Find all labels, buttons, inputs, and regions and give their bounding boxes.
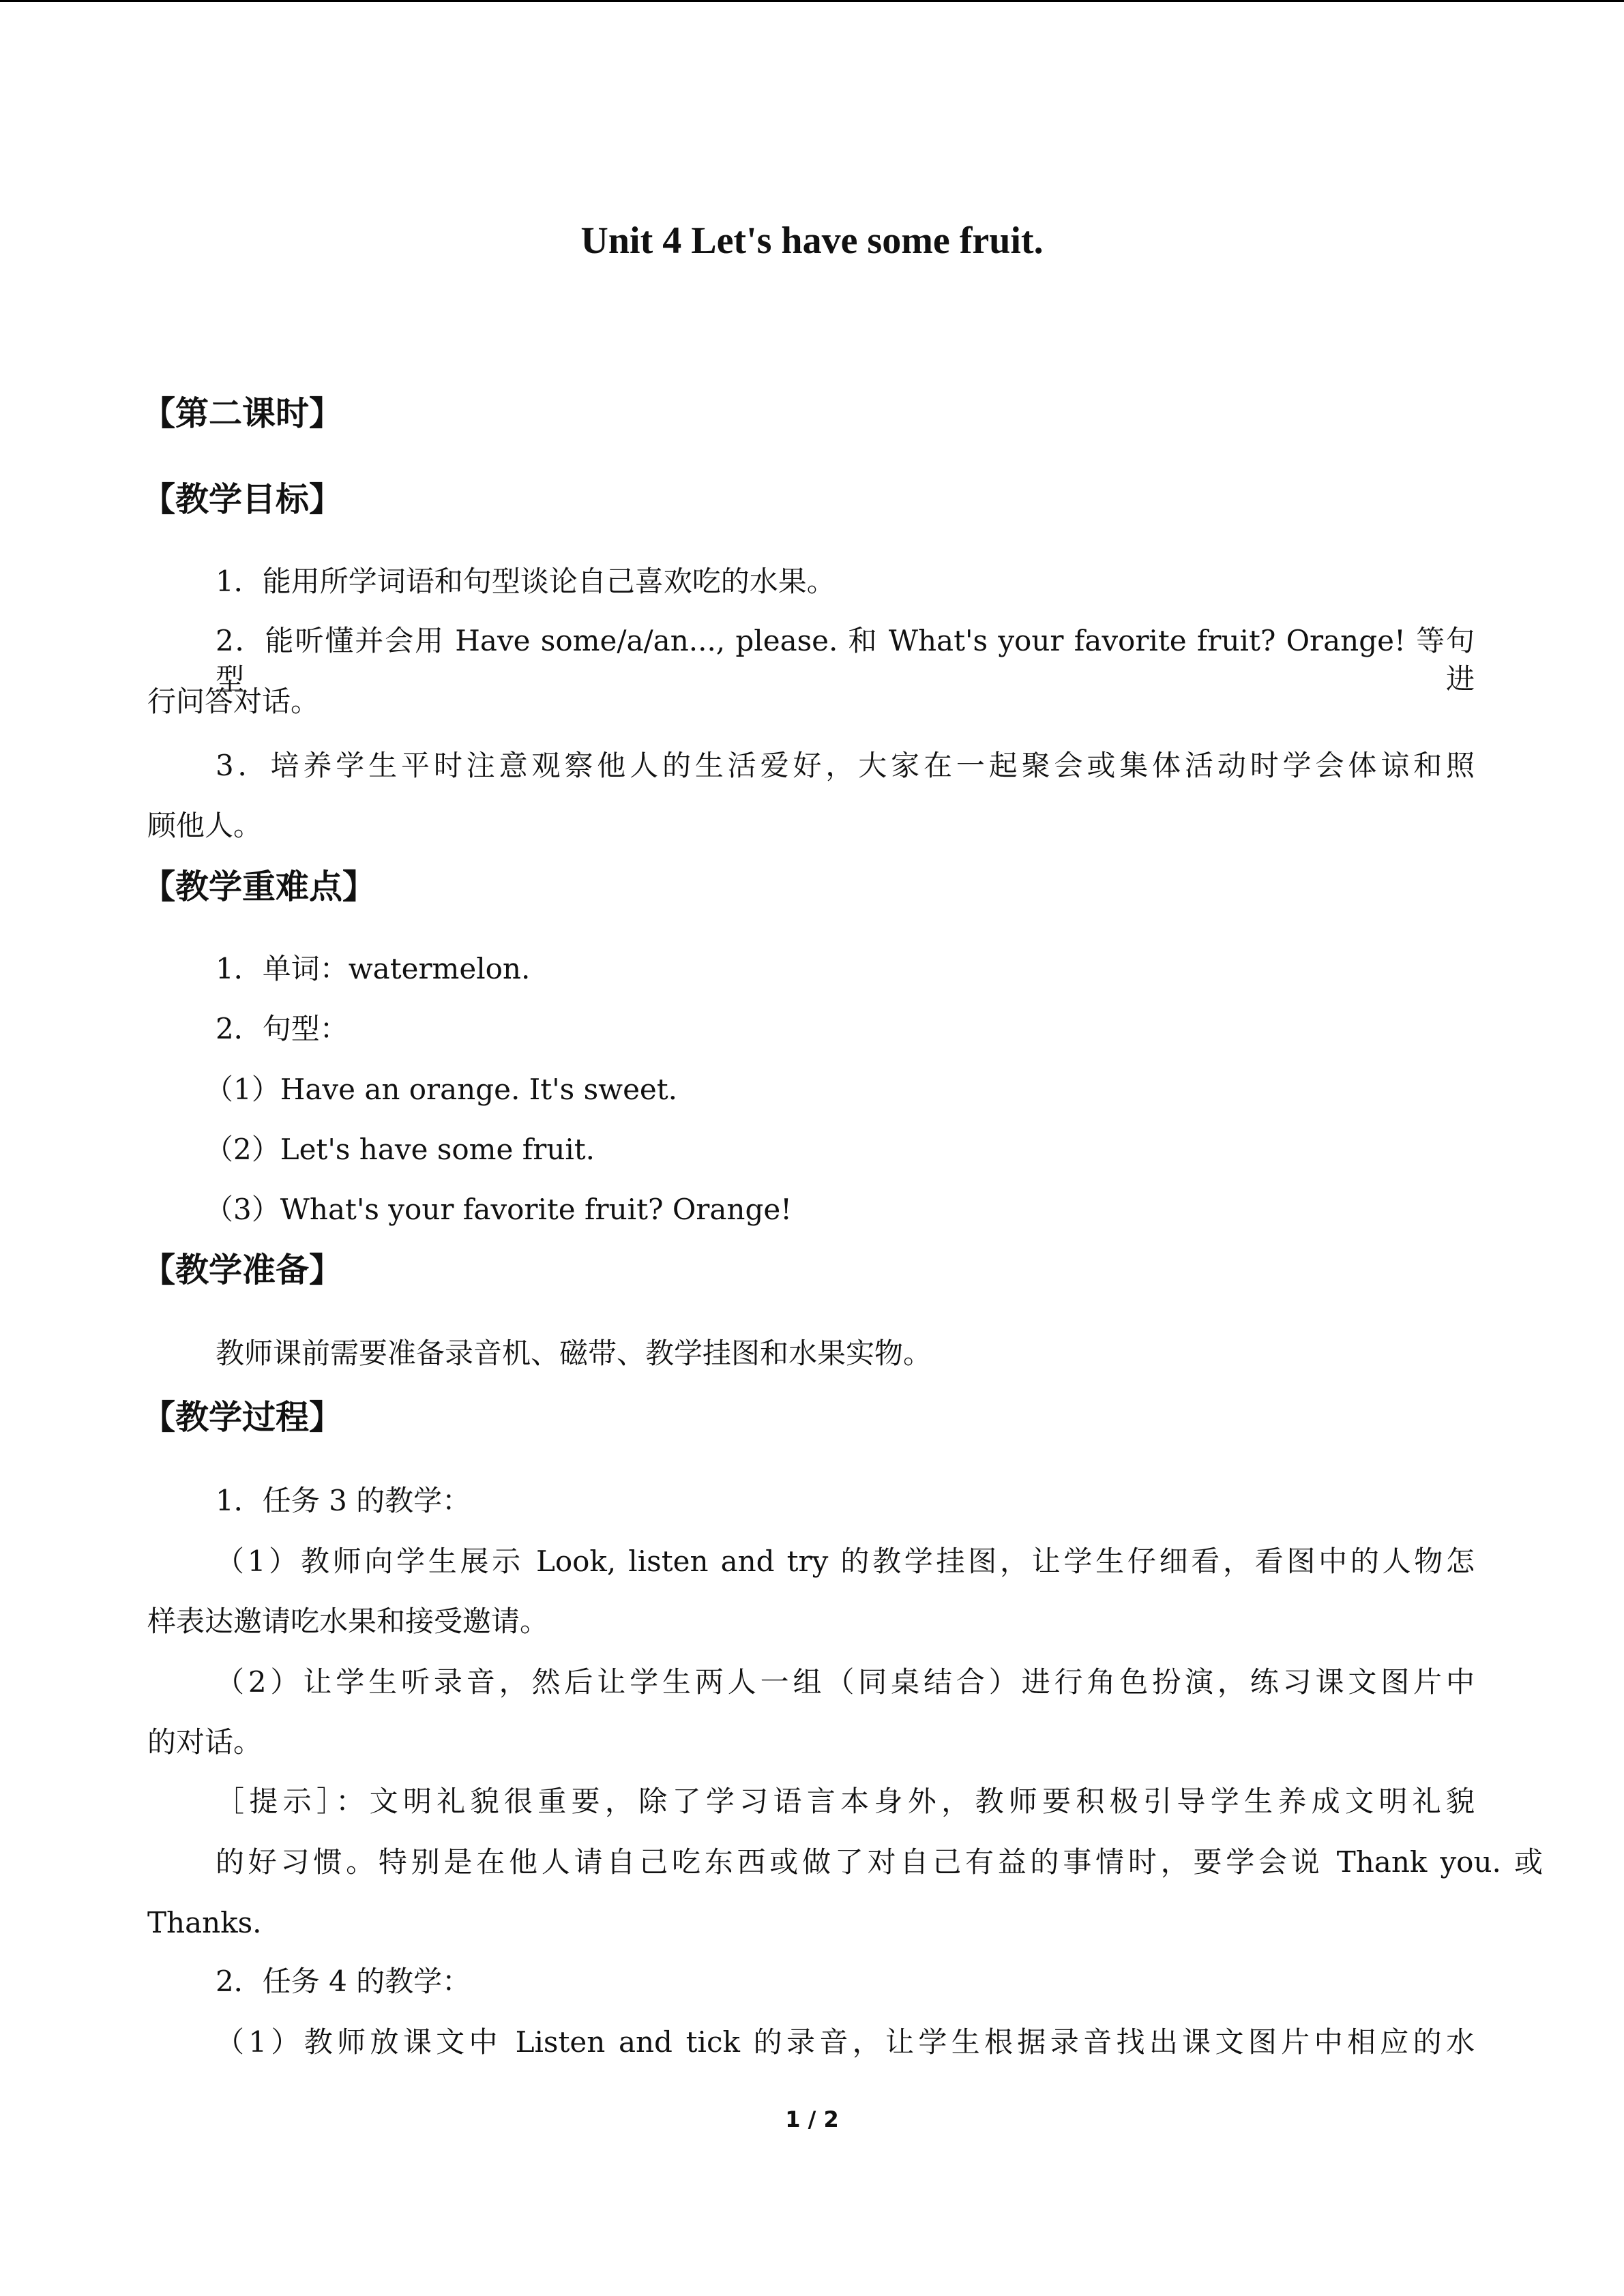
top-border: [0, 0, 1624, 2]
objective-2-line-2: 行问答对话。: [147, 685, 320, 718]
heading-period: 【第二课时】: [142, 394, 343, 433]
heading-preparation: 【教学准备】: [142, 1251, 343, 1289]
key-point-2-1: （1）Have an orange. It's sweet.: [205, 1073, 678, 1106]
objective-3-line-2: 顾他人。: [147, 809, 263, 842]
key-point-2: 2．句型：: [216, 1012, 349, 1045]
task-3-step-1-line-2: 样表达邀请吃水果和接受邀请。: [147, 1605, 549, 1638]
preparation-text: 教师课前需要准备录音机、磁带、教学挂图和水果实物。: [216, 1337, 932, 1370]
task-4-title: 2．任务 4 的教学：: [216, 1965, 471, 1998]
key-point-2-2: （2）Let's have some fruit.: [205, 1133, 595, 1166]
objective-3-line-1: 3．培养学生平时注意观察他人的生活爱好，大家在一起聚会或集体活动时学会体谅和照: [216, 749, 1475, 782]
task-3-title: 1．任务 3 的教学：: [216, 1484, 471, 1517]
document-title: Unit 4 Let's have some fruit.: [580, 220, 1044, 262]
task-3-step-2-line-1: （2）让学生听录音，然后让学生两人一组（同桌结合）进行角色扮演，练习课文图片中: [216, 1665, 1475, 1699]
key-point-1: 1．单词：watermelon.: [216, 952, 531, 985]
page-number: 1 / 2: [785, 2106, 839, 2132]
tip-line-1: ［提示］：文明礼貌很重要，除了学习语言本身外，教师要积极引导学生养成文明礼貌: [216, 1785, 1475, 1818]
task-3-step-2-line-2: 的对话。: [147, 1725, 263, 1759]
tip-line-2: 的好习惯。特别是在他人请自己吃东西或做了对自己有益的事情时，要学会说 Thank you. 或: [216, 1845, 1543, 1879]
key-point-2-3: （3）What's your favorite fruit? Orange!: [205, 1193, 793, 1226]
heading-objectives: 【教学目标】: [142, 480, 343, 519]
heading-key-points: 【教学重难点】: [142, 867, 377, 906]
tip-line-3: Thanks.: [147, 1906, 262, 1939]
heading-process: 【教学过程】: [142, 1398, 343, 1437]
objective-2-line-1: 2．能听懂并会用 Have some/a/an..., please. 和 What's your favorite fruit? Orange! 等句型进: [216, 624, 1475, 696]
task-3-step-1-line-1: （1）教师向学生展示 Look, listen and try 的教学挂图，让学生仔细看，看图中的人物怎: [216, 1545, 1475, 1578]
objective-1: 1．能用所学词语和句型谈论自己喜欢吃的水果。: [216, 565, 836, 598]
task-4-step-1: （1）教师放课文中 Listen and tick 的录音，让学生根据录音找出课文图片中相应的水: [216, 2025, 1475, 2059]
